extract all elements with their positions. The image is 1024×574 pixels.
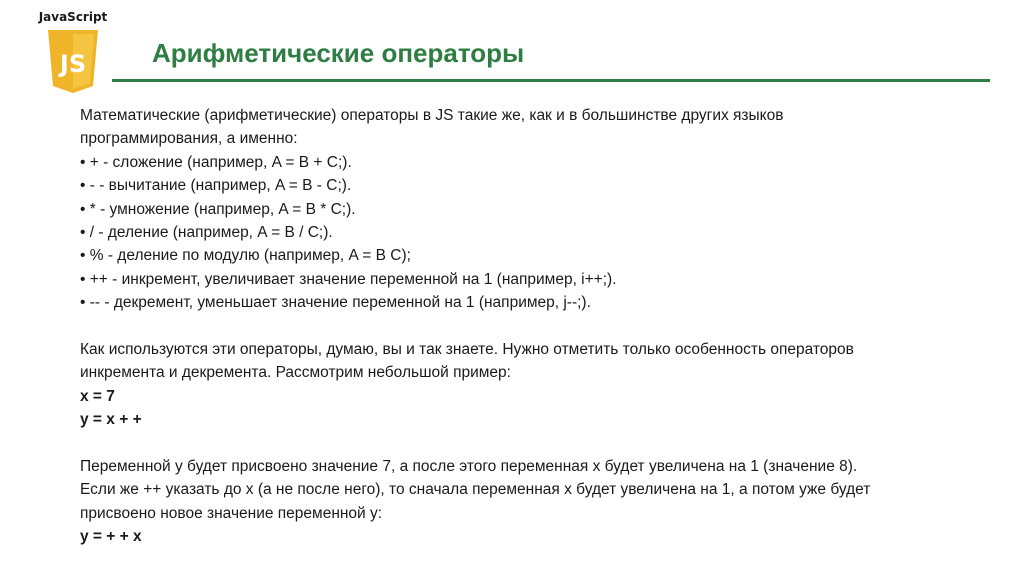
operator-item-modulo: • % - деление по модулю (например, A = B C); [80,247,411,265]
js-shield-icon [46,30,100,94]
paragraph-line: присвоено новое значение переменной y: [80,504,383,522]
operator-item-subtract: • - - вычитание (например, A = B - C;). [80,177,352,195]
logo-label: JavaScript [38,10,108,24]
slide-body [80,104,990,548]
paragraph-line: Переменной y будет присвоено значение 7, а после этого переменная x будет увеличена на 1 (значение 8). [80,457,858,475]
spacer [80,315,990,338]
operator-item-add: • + - сложение (например, A = B + C;). [80,153,352,171]
spacer [80,431,990,454]
operator-item-increment: • ++ - инкремент, увеличивает значение переменной на 1 (например, i++;). [80,270,617,288]
code-line: y = + + x [80,528,142,546]
code-line: x = 7 [80,387,115,405]
intro-line: программирования, а именно: [80,130,298,148]
operator-item-decrement: • -- - декремент, уменьшает значение переменной на 1 (например, j--;). [80,294,591,312]
paragraph-line: инкремента и декремента. Рассмотрим небольшой пример: [80,364,511,382]
paragraph-line: Если же ++ указать до x (а не после него), то сначала переменная x будет увеличена на 1, а потом уже будет [80,481,871,499]
slide-title: Арифметические операторы [152,38,525,68]
paragraph-line: Как используются эти операторы, думаю, вы и так знаете. Нужно отметить только особенность операторов [80,340,854,358]
code-line: y = x + + [80,411,142,429]
operator-item-multiply: • * - умножение (например, A = B * C;). [80,200,356,218]
intro-line: Математические (арифметические) операторы в JS такие же, как и в большинстве других языков [80,107,784,124]
operator-item-divide: • / - деление (например, A = B / C;). [80,223,333,241]
title-divider [112,79,990,82]
logo-glyph: JS [59,50,87,78]
javascript-logo [36,10,110,94]
